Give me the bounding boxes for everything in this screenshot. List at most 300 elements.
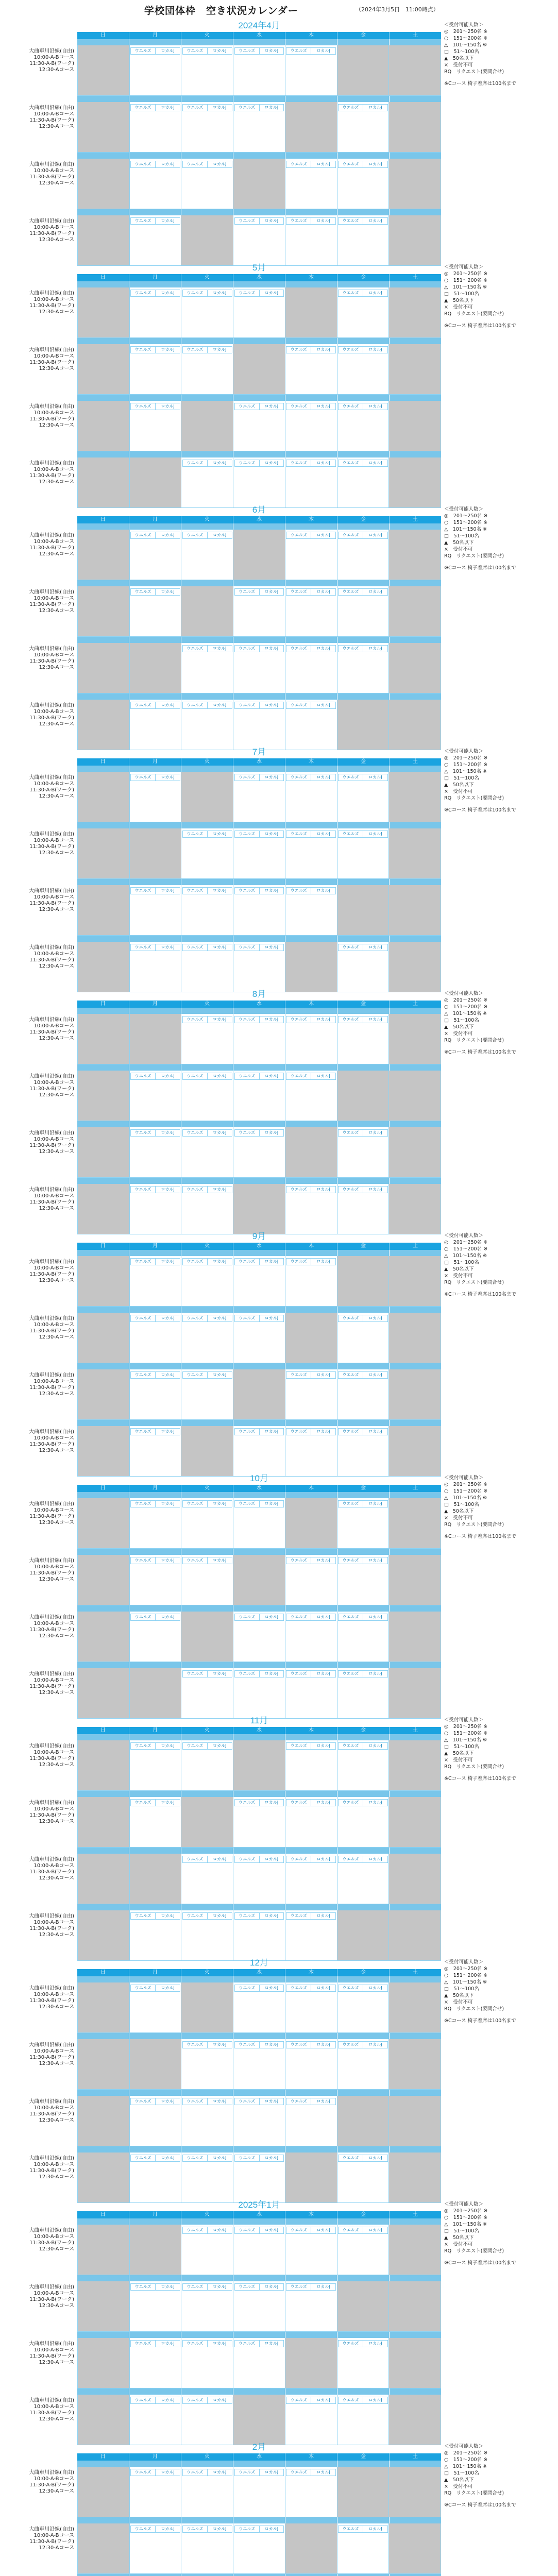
day-cell[interactable]: [181, 1014, 233, 1064]
row-label: 10:00-A-Bコース: [33, 709, 74, 715]
legend-line: × 受付不可: [444, 1515, 473, 1521]
day-cell[interactable]: [233, 885, 285, 936]
day-cell[interactable]: [337, 1797, 390, 1848]
day-cell[interactable]: [233, 586, 285, 637]
day-number: [181, 1008, 233, 1014]
day-cell[interactable]: [233, 1498, 285, 1549]
day-number: [181, 2574, 233, 2576]
day-cell[interactable]: [337, 1498, 390, 1549]
day-cell[interactable]: [181, 1127, 233, 1178]
day-cell[interactable]: [181, 1555, 233, 1605]
availability-slots: [339, 346, 388, 353]
day-cell[interactable]: [337, 586, 390, 637]
day-cell[interactable]: [181, 1071, 233, 1121]
day-number: [233, 822, 285, 828]
slot-header: ロカルJ: [207, 887, 232, 894]
day-cell[interactable]: [130, 401, 182, 451]
legend-line: △ 101〜150名 ※: [444, 1495, 487, 1501]
day-cell[interactable]: [337, 344, 390, 395]
slot-header: ロカルJ: [259, 2155, 284, 2162]
day-cell[interactable]: [181, 1668, 233, 1719]
day-cell[interactable]: [285, 885, 337, 936]
day-number-bar: [77, 1363, 441, 1369]
slot-header: ウエルズ: [182, 645, 208, 652]
day-cell[interactable]: [130, 1313, 182, 1363]
day-cell[interactable]: [130, 2467, 182, 2517]
legend-line: RQ リクエスト(要問合せ): [444, 795, 504, 801]
availability-slots: [182, 2283, 232, 2290]
slot-header: ロカルJ: [207, 1371, 232, 1379]
day-cell[interactable]: [233, 1612, 285, 1662]
availability-slots: [131, 346, 180, 353]
slot-header: ウエルズ: [338, 1016, 363, 1023]
day-cell[interactable]: [285, 159, 337, 209]
calendar-week: [29, 1791, 441, 1848]
day-cell[interactable]: [285, 1668, 337, 1719]
day-number: [77, 1064, 129, 1071]
slot-header: ウエルズ: [338, 831, 363, 838]
day-cell[interactable]: [285, 2395, 337, 2445]
slot-header: ロカルJ: [363, 831, 388, 838]
day-number: [233, 936, 285, 942]
day-cell[interactable]: [181, 287, 233, 338]
day-cell[interactable]: [285, 2281, 337, 2332]
legend-line: ○ 151〜200名 ※: [444, 520, 488, 526]
day-cell[interactable]: [337, 2523, 390, 2574]
day-cell: [389, 643, 441, 693]
day-cell[interactable]: [181, 1910, 233, 1961]
day-cell[interactable]: [233, 1127, 285, 1178]
day-cell[interactable]: [181, 102, 233, 152]
day-cell[interactable]: [285, 1910, 337, 1961]
day-cell[interactable]: [181, 530, 233, 580]
day-cell[interactable]: [130, 586, 182, 637]
day-cell[interactable]: [130, 885, 182, 936]
day-cell: [389, 2281, 441, 2332]
calendar-week: [29, 523, 441, 580]
day-cell: [285, 2523, 337, 2574]
row-label: 11:30-A-B(ワーク): [29, 303, 74, 309]
day-cell[interactable]: [130, 159, 182, 209]
slot-header: ロカルJ: [259, 1614, 284, 1621]
availability-slots: [182, 104, 232, 111]
day-cell[interactable]: [233, 1014, 285, 1064]
day-cell[interactable]: [130, 2523, 182, 2574]
row-label: 11:30-A-B(ワーク): [29, 1684, 74, 1689]
slot-header: ロカルJ: [363, 1371, 388, 1379]
legend-line: ◎ 201〜250名 ※: [444, 1966, 488, 1972]
day-number: [390, 936, 441, 942]
day-cell[interactable]: [337, 2153, 390, 2203]
availability-slots: [286, 217, 336, 224]
weekday-label: 水: [233, 274, 285, 281]
row-label: 10:00-A-Bコース: [33, 951, 74, 957]
legend-line: △ 101〜150名 ※: [444, 527, 487, 532]
day-cell[interactable]: [337, 1369, 390, 1420]
day-cell[interactable]: [130, 1127, 182, 1178]
day-cell[interactable]: [337, 1854, 390, 1904]
slot-header: ロカルJ: [155, 1371, 180, 1379]
legend-line: RQ リクエスト(要問合せ): [444, 311, 504, 317]
day-cell[interactable]: [285, 828, 337, 879]
day-cell: [389, 2039, 441, 2090]
day-cell[interactable]: [181, 2395, 233, 2445]
day-cell[interactable]: [285, 2096, 337, 2146]
day-cell[interactable]: [130, 102, 182, 152]
calendar-grid: [29, 2218, 441, 2445]
day-cell[interactable]: [181, 2338, 233, 2388]
slot-header: ロカルJ: [207, 2526, 232, 2533]
day-number: [390, 879, 441, 885]
day-cell[interactable]: [337, 828, 390, 879]
day-cell[interactable]: [130, 1426, 182, 1477]
day-cell[interactable]: [130, 1740, 182, 1791]
day-number: [233, 1549, 285, 1555]
weekday-label: 月: [129, 758, 181, 766]
day-number-bar: [77, 1904, 441, 1910]
day-cell[interactable]: [233, 2225, 285, 2275]
day-cell[interactable]: [233, 1910, 285, 1961]
day-cell[interactable]: [181, 2467, 233, 2517]
day-cell[interactable]: [130, 2096, 182, 2146]
day-number: [181, 2275, 233, 2281]
weekday-label: 土: [413, 1243, 418, 1249]
weekday-label: 日: [77, 1969, 129, 1976]
day-cell[interactable]: [130, 45, 182, 96]
day-cell[interactable]: [285, 1071, 337, 1121]
day-cell[interactable]: [337, 1612, 390, 1662]
day-number: [285, 1904, 337, 1910]
slot-header: ロカルJ: [207, 1129, 232, 1137]
calendar-week: [29, 1976, 441, 2033]
day-cell: [337, 45, 390, 96]
day-cell[interactable]: [130, 2153, 182, 2203]
day-cell[interactable]: [130, 1555, 182, 1605]
day-cell[interactable]: [285, 772, 337, 822]
day-cell[interactable]: [130, 2281, 182, 2332]
slot-header: ウエルズ: [286, 702, 311, 709]
day-cell[interactable]: [181, 45, 233, 96]
day-cell[interactable]: [233, 1426, 285, 1477]
day-cell[interactable]: [233, 1797, 285, 1848]
day-cell[interactable]: [181, 2039, 233, 2090]
day-cell: [389, 2467, 441, 2517]
day-number: [181, 936, 233, 942]
day-cell[interactable]: [181, 1498, 233, 1549]
day-cell[interactable]: [130, 530, 182, 580]
day-cell[interactable]: [181, 942, 233, 992]
day-cell[interactable]: [233, 457, 285, 508]
day-number: [285, 580, 337, 586]
day-cell[interactable]: [233, 1256, 285, 1307]
day-cell[interactable]: [337, 457, 390, 508]
day-cell[interactable]: [285, 1014, 337, 1064]
day-cell[interactable]: [337, 1668, 390, 1719]
day-cell[interactable]: [130, 1612, 182, 1662]
weekday-header: [77, 1001, 441, 1008]
day-cell[interactable]: [181, 159, 233, 209]
day-cell[interactable]: [337, 1014, 390, 1064]
availability-slots: [286, 346, 336, 353]
day-cell[interactable]: [181, 1740, 233, 1791]
weekday-label: 水: [233, 1243, 285, 1250]
day-cell[interactable]: [337, 2338, 390, 2388]
day-number: [337, 152, 390, 159]
day-cell[interactable]: [130, 1184, 182, 1234]
day-cell[interactable]: [181, 700, 233, 750]
day-cell[interactable]: [130, 1256, 182, 1307]
day-number: [129, 1976, 181, 1982]
day-number: [337, 1904, 390, 1910]
day-cell[interactable]: [337, 1313, 390, 1363]
day-number: [77, 1420, 129, 1426]
day-cell[interactable]: [130, 1797, 182, 1848]
day-cell: [337, 1256, 390, 1307]
availability-legend: [444, 1475, 552, 1540]
day-cell[interactable]: [337, 1127, 390, 1178]
day-cell[interactable]: [285, 1256, 337, 1307]
day-cell[interactable]: [337, 2225, 390, 2275]
day-cell[interactable]: [233, 643, 285, 693]
day-cell[interactable]: [285, 215, 337, 266]
day-cell[interactable]: [285, 2467, 337, 2517]
day-cell[interactable]: [337, 401, 390, 451]
day-cell[interactable]: [130, 700, 182, 750]
slot-header: ロカルJ: [207, 2155, 232, 2162]
day-cell[interactable]: [337, 1426, 390, 1477]
row-label: 12:30-Aコース: [39, 721, 74, 727]
day-cell[interactable]: [233, 700, 285, 750]
day-cell[interactable]: [285, 700, 337, 750]
day-cell[interactable]: [233, 287, 285, 338]
day-cell: [389, 885, 441, 936]
day-cell[interactable]: [337, 2039, 390, 2090]
day-cell[interactable]: [181, 344, 233, 395]
calendar-week: [29, 1008, 441, 1064]
slot-header: ウエルズ: [130, 1742, 156, 1750]
day-cell[interactable]: [337, 215, 390, 266]
calendar-week: [29, 2218, 441, 2275]
day-cell[interactable]: [285, 401, 337, 451]
day-number-bar: [77, 1976, 441, 1982]
slot-header: ウエルズ: [286, 1557, 311, 1564]
day-cell[interactable]: [285, 2039, 337, 2090]
calendar-grid: [29, 766, 441, 992]
day-cell[interactable]: [285, 1184, 337, 1234]
day-cell[interactable]: [285, 643, 337, 693]
day-number-bar: [77, 1420, 441, 1426]
day-cell[interactable]: [233, 45, 285, 96]
day-cell[interactable]: [233, 1854, 285, 1904]
day-cell: [389, 457, 441, 508]
day-number: [390, 2033, 441, 2039]
slot-header: ロカルJ: [311, 1985, 336, 1992]
day-cell[interactable]: [233, 772, 285, 822]
day-cell[interactable]: [233, 2338, 285, 2388]
weekday-label: 木: [285, 1485, 337, 1492]
day-cell[interactable]: [337, 643, 390, 693]
day-cell[interactable]: [285, 1982, 337, 2033]
day-cell[interactable]: [181, 457, 233, 508]
day-cell[interactable]: [337, 772, 390, 822]
day-cell[interactable]: [337, 287, 390, 338]
day-cell[interactable]: [233, 1071, 285, 1121]
day-cell[interactable]: [130, 1071, 182, 1121]
day-cell[interactable]: [337, 942, 390, 992]
row-label: 10:00-A-Bコース: [33, 1621, 74, 1626]
availability-slots: [286, 47, 336, 54]
day-cell[interactable]: [337, 2395, 390, 2445]
day-cell[interactable]: [233, 2039, 285, 2090]
row-label: 11:30-A-B(ワーク): [29, 2240, 74, 2246]
day-cell[interactable]: [181, 1313, 233, 1363]
slot-header: ウエルズ: [234, 1670, 260, 1677]
day-number: [285, 2146, 337, 2153]
availability-slots: [339, 1428, 388, 1435]
day-cell[interactable]: [337, 1740, 390, 1791]
day-cell[interactable]: [285, 1612, 337, 1662]
day-cell[interactable]: [181, 885, 233, 936]
day-cell[interactable]: [181, 2153, 233, 2203]
availability-slots: [182, 1500, 232, 1507]
day-number: [77, 1904, 129, 1910]
availability-slots: [234, 1985, 284, 1991]
day-cell[interactable]: [337, 102, 390, 152]
day-number: [337, 1420, 390, 1426]
day-cell[interactable]: [337, 1982, 390, 2033]
day-cell[interactable]: [130, 2395, 182, 2445]
day-cell[interactable]: [233, 1313, 285, 1363]
day-cell[interactable]: [337, 1555, 390, 1605]
weekday-label: 土: [413, 1970, 418, 1975]
availability-slots: [234, 2526, 284, 2532]
day-number: [181, 1976, 233, 1982]
weekday-label: 土: [413, 2212, 418, 2217]
day-cell[interactable]: [337, 1184, 390, 1234]
day-cell[interactable]: [337, 159, 390, 209]
slot-header: ウエルズ: [130, 346, 156, 353]
day-cell[interactable]: [181, 2225, 233, 2275]
row-label: 12:30-Aコース: [39, 2117, 74, 2123]
day-cell[interactable]: [233, 401, 285, 451]
weekday-label: 土: [413, 2454, 418, 2460]
day-cell[interactable]: [181, 2281, 233, 2332]
slot-header: ウエルズ: [234, 403, 260, 410]
day-cell[interactable]: [285, 1555, 337, 1605]
day-cell[interactable]: [130, 1498, 182, 1549]
day-number: [233, 338, 285, 344]
slot-header: ロカルJ: [207, 2098, 232, 2105]
day-cell[interactable]: [233, 2096, 285, 2146]
slot-header: ウエルズ: [338, 1799, 363, 1806]
weekday-label: 火: [181, 32, 233, 39]
day-number: [233, 395, 285, 401]
day-cell[interactable]: [181, 1854, 233, 1904]
weekday-label: 火: [181, 2453, 233, 2461]
row-label: 大曲車川沿線(自由): [29, 646, 74, 652]
weekday-header: [77, 2453, 441, 2461]
day-number-bar: [77, 395, 441, 401]
day-cell[interactable]: [130, 287, 182, 338]
day-cell[interactable]: [181, 828, 233, 879]
day-cell[interactable]: [130, 215, 182, 266]
availability-legend: [444, 1959, 552, 2024]
day-cell[interactable]: [233, 2467, 285, 2517]
day-cell[interactable]: [285, 344, 337, 395]
day-number: [129, 2332, 181, 2338]
day-cell[interactable]: [233, 828, 285, 879]
day-cell[interactable]: [233, 1982, 285, 2033]
slot-header: ロカルJ: [311, 47, 336, 55]
day-cell[interactable]: [233, 102, 285, 152]
row-label: 12:30-Aコース: [39, 124, 74, 129]
slot-header: ウエルズ: [182, 831, 208, 838]
day-cell[interactable]: [181, 1184, 233, 1234]
slot-header: ウエルズ: [130, 1428, 156, 1435]
day-cell[interactable]: [130, 942, 182, 992]
day-cell[interactable]: [130, 772, 182, 822]
slot-header: ロカルJ: [311, 1016, 336, 1023]
row-label: 10:00-A-Bコース: [33, 1806, 74, 1812]
day-cell[interactable]: [130, 1369, 182, 1420]
day-cell[interactable]: [285, 457, 337, 508]
slot-header: ロカルJ: [363, 645, 388, 652]
row-label: 11:30-A-B(ワーク): [29, 1328, 74, 1334]
day-number: [337, 1549, 390, 1555]
slot-header: ロカルJ: [207, 1500, 232, 1507]
day-cell[interactable]: [233, 942, 285, 992]
day-number-bar: [77, 2461, 441, 2467]
day-cell[interactable]: [233, 2153, 285, 2203]
day-cell[interactable]: [285, 1426, 337, 1477]
day-cell[interactable]: [337, 530, 390, 580]
day-cell[interactable]: [285, 586, 337, 637]
day-cell[interactable]: [285, 1740, 337, 1791]
weekday-label: 土: [413, 1727, 418, 1733]
day-cell[interactable]: [285, 1369, 337, 1420]
row-label: 大曲車川沿線(自由): [29, 404, 74, 410]
day-cell[interactable]: [233, 215, 285, 266]
day-cell[interactable]: [285, 1797, 337, 1848]
day-cell[interactable]: [285, 1854, 337, 1904]
row-label: 11:30-A-B(ワーク): [29, 117, 74, 123]
day-cell[interactable]: [233, 1668, 285, 1719]
day-cell[interactable]: [285, 530, 337, 580]
day-cell[interactable]: [130, 344, 182, 395]
day-cell[interactable]: [181, 2096, 233, 2146]
row-label: 大曲車川沿線(自由): [29, 2099, 74, 2105]
slot-header: ウエルズ: [234, 702, 260, 709]
availability-slots: [339, 1371, 388, 1378]
slot-header: ウエルズ: [338, 1186, 363, 1193]
month-title: 12月: [250, 1958, 268, 1968]
day-cell[interactable]: [181, 2523, 233, 2574]
day-number: [129, 281, 181, 287]
day-cell[interactable]: [233, 2281, 285, 2332]
slot-header: ウエルズ: [130, 1799, 156, 1806]
day-cell[interactable]: [130, 1982, 182, 2033]
day-cell[interactable]: [130, 2338, 182, 2388]
day-cell[interactable]: [285, 45, 337, 96]
day-number: [337, 96, 390, 102]
day-cell[interactable]: [130, 1910, 182, 1961]
day-cell[interactable]: [233, 2523, 285, 2574]
legend-note: ※Cコース 椅子着席は100名まで: [444, 565, 516, 571]
day-cell[interactable]: [181, 643, 233, 693]
day-cell[interactable]: [181, 1369, 233, 1420]
day-cell[interactable]: [285, 2225, 337, 2275]
day-cell[interactable]: [181, 1256, 233, 1307]
